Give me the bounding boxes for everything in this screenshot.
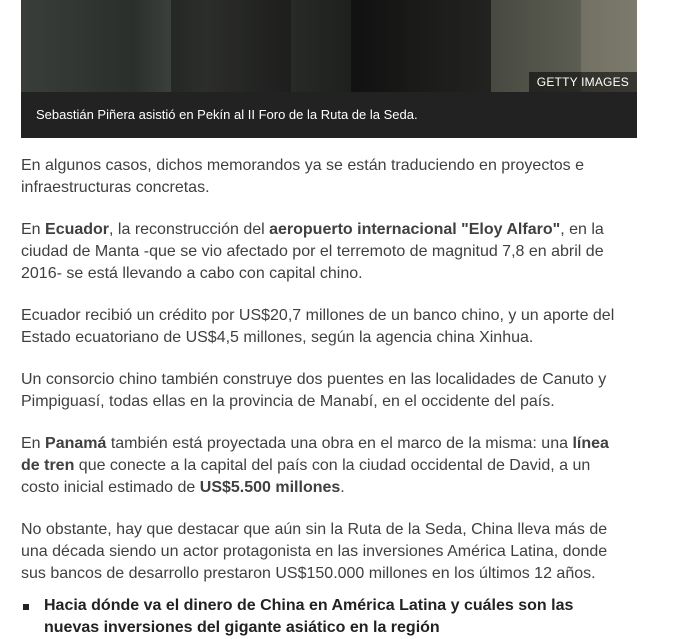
- paragraph-2: En Ecuador, la reconstrucción del aeropuerto internacional "Eloy Alfaro", en la ciudad de Manta -que se vio afectado por el terremoto de magnitud 7,8 en abril de 2016- se está llevando a cabo con capital chino.: [21, 221, 604, 282]
- cost-amount: US$5.500 millones: [199, 479, 341, 496]
- country-panama: Panamá: [45, 435, 107, 452]
- news-photo: [21, 0, 637, 92]
- article-figure: [21, 0, 637, 138]
- paragraph-1: En algunos casos, dichos memorandos ya se están traduciendo en proyectos e infraestructuras concretas.: [21, 157, 584, 196]
- related-links: [21, 595, 621, 636]
- photo-credit: GETTY IMAGES: [529, 72, 637, 92]
- paragraph-3: Ecuador recibió un crédito por US$20,7 millones de un banco chino, y un aporte del Estado ecuatoriano de US$4,5 millones, según la agencia china Xinhua.: [21, 307, 615, 346]
- related-article-link[interactable]: Hacia dónde va el dinero de China en América Latina y cuáles son las nuevas inversiones del gigante asiático en la región: [44, 597, 574, 636]
- bullet-icon: [23, 604, 29, 610]
- paragraph-5: En Panamá también está proyectada una obra en el marco de la misma: una línea de tren que conecte a la capital del país con la ciudad occidental de David, a un costo inicial estimado de US$5.500 millones.: [21, 435, 609, 496]
- country-ecuador: Ecuador: [45, 221, 110, 238]
- paragraph-6: No obstante, hay que destacar que aún sin la Ruta de la Seda, China lleva más de una década siendo un actor protagonista en las inversiones América Latina, donde sus bancos de desarrollo prestaron US$150.000 millones en los últimos 12 años.: [21, 521, 608, 582]
- train-line: línea de tren: [21, 435, 609, 474]
- photo-caption: Sebastián Piñera asistió en Pekín al II Foro de la Ruta de la Seda.: [21, 92, 637, 138]
- airport-name: aeropuerto internacional "Eloy Alfaro": [269, 221, 561, 238]
- paragraph-4: Un consorcio chino también construye dos puentes en las localidades de Canuto y Pimpiguasí, todas ellas en la provincia de Manabí, en el occidente del país.: [21, 371, 607, 410]
- article-body: [21, 155, 621, 605]
